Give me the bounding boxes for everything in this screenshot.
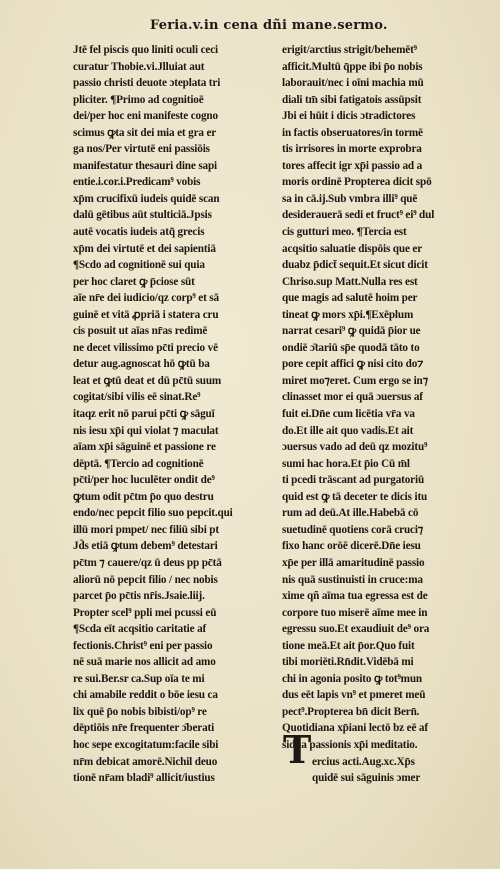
text-line: dei/per hoc eni manifeste cogno — [73, 110, 218, 123]
text-line: que magis ad salutē hoim per — [282, 292, 418, 305]
text-line: illū mori pmpet/ nec filiū sibi pt — [73, 523, 219, 536]
text-line: suetudinē quotiens corā cruci⁊ — [282, 523, 424, 536]
running-head: Feria.v.in cena dñi mane.sermo. — [150, 18, 388, 33]
text-line: quid est ꝙ tā deceter te dicis itu — [282, 490, 428, 503]
text-line: dalū gētibus aūt stulticiā.Jpsis — [73, 209, 212, 222]
text-line: scimus ꝙta sit dei mia et gra er — [73, 126, 217, 139]
text-line: xp̄m crucifixū iudeis quidē scan — [73, 192, 220, 205]
text-line: laborauit/nec i oīni machia mū — [282, 77, 424, 90]
text-line: leat et ꝙtū deat et dū pc̄tū suum — [73, 374, 222, 387]
text-line: cogitat/sibi vilis eē sinat.Re⁹ — [73, 391, 201, 404]
text-line: erigit/arctius strigit/behemēt⁹ — [282, 44, 417, 56]
text-line: sidua passionis xp̄i meditatio. — [282, 738, 418, 751]
text-line: ondiē ɔ̄tariū sp̄e quodā tāto to — [282, 341, 420, 354]
text-line: nē suā marie nos allicit ad amo — [73, 656, 216, 669]
text-line: ne decet vilissimo pc̄ti precio vē — [73, 341, 218, 354]
text-line: narrat cesari⁹ ꝙ quidā p̄ior ue — [282, 325, 421, 338]
initial-letter-t: T — [283, 727, 312, 772]
text-line: ꝙtum odit pc̄tm p̄o quo destru — [73, 490, 214, 503]
text-line: fixo hanc orōē dicerē.Dn̄e iesu — [282, 540, 421, 553]
text-line: tibi moriēti.Rn̄dit.Vidēbā mi — [282, 656, 414, 669]
text-line: re sui.Ber.sr ca.Sup oīa te mi — [73, 672, 205, 685]
text-line: nis quā sustinuisti in cruce:ma — [282, 573, 423, 586]
text-line: corpore tuo miserē aīme mee in — [282, 606, 428, 619]
text-line: xime qñ aīma tua egressa est de — [282, 590, 428, 603]
text-line: ɔuersus vado ad deū qz mozitu⁹ — [282, 441, 428, 454]
text-line: nr̄m debicat amorē.Nichil deuo — [73, 755, 218, 768]
text-line: dēptā. ¶Tercio ad cognitionē — [73, 457, 204, 470]
text-line: egressu suo.Et exaudiuit de⁹ ora — [282, 623, 430, 636]
text-line: sa in cā.ij.Sub vmbra illi⁹ quē — [282, 192, 418, 205]
text-line: moris ordinē Propterea dicit spō — [282, 176, 432, 189]
text-line: chi amabile reddit o bōe iesu ca — [73, 689, 218, 702]
text-line: pc̄ti/per hoc luculēter ondit de⁹ — [73, 474, 215, 487]
text-line: ti pcedi trāscant ad purgatoriū — [282, 474, 425, 487]
text-line: tis irrisores in morte exprobra — [282, 143, 422, 156]
text-line: cis gutturi meo. ¶Tercia est — [282, 226, 407, 239]
text-line: autē vocatis iudeis atq̃ grecis — [73, 226, 205, 239]
text-line: curatur Thobie.vi.Jlluiat aut — [73, 60, 205, 73]
text-line: fuit ei.Dn̄e cum licētia vr̄a va — [282, 408, 415, 421]
text-line: passio christi deuote ɔteplata tri — [73, 77, 221, 90]
text-line: dus eēt lapis vn⁹ et pmeret meū — [282, 689, 426, 702]
text-line: Chriso.sup Matt.Nulla res est — [282, 275, 418, 288]
text-line: lix quē p̄o nobis bibisti/op⁹ re — [73, 705, 207, 718]
text-line: dēptiōis nr̄e frequenter ɔ̄berati — [73, 722, 215, 735]
text-line: xp̄m dei virtutē et dei sapientiā — [73, 242, 216, 255]
text-line: tione meā.Et ait p̄or.Quo fuit — [282, 639, 415, 652]
text-line: aliorū nō pepcit filio / nec nobis — [73, 573, 218, 586]
text-line: aīe nr̄e dei iudicio/qz corp⁹ et sā — [73, 292, 219, 305]
text-line: sumi hac hora.Et p̄io Cū m̄l — [282, 457, 410, 470]
text-line: clinasset mor ei quā ɔuersus af — [282, 391, 423, 404]
text-line: Jtē fel piscis quo liniti oculi ceci — [73, 44, 218, 56]
text-line: entie.i.cor.i.Predicam⁹ vobis — [73, 176, 201, 189]
text-line: desiderauerā sedi et fruct⁹ ei⁹ dul — [282, 209, 435, 222]
text-line: tineat ꝙ mors xp̄i.¶Exēplum — [282, 308, 414, 321]
text-line: in factis obseruatores/in tormē — [282, 126, 423, 139]
text-line: parcet p̄o pc̄tis nr̄is.Jsaie.liij. — [73, 590, 205, 603]
text-line: fectionis.Christ⁹ eni per passio — [73, 639, 213, 652]
text-line: quidē sui sāguinis ɔmer — [312, 772, 421, 785]
text-line: manifestatur thesauri dine sapi — [73, 159, 218, 172]
text-line: tionē nr̄am bladi⁹ allicit/iustius — [73, 772, 215, 785]
right-text-column — [282, 42, 480, 787]
text-line: duabz p̄dict̄ sequit.Et sicut dicit — [282, 259, 428, 272]
text-line: guinē et vitā ꝓpriā i statera cru — [73, 308, 219, 321]
text-line: afficit.Multū q̄ppe ibi p̄o nobis — [282, 60, 423, 73]
text-line: rum ad deū.At ille.Habebā cō — [282, 507, 419, 520]
text-line: pliciter. ¶Primo ad cognitioē — [73, 93, 204, 106]
text-line: pore cepit affici ꝙ nisi cito do⁊ — [282, 358, 424, 371]
text-line: do.Et ille ait quo vadis.Et ait — [282, 424, 414, 437]
left-text-column — [73, 42, 275, 787]
text-line: acqsitio saluatie dispōis que er — [282, 242, 423, 255]
text-line: ¶Scdo ad cognitionē sui quia — [73, 259, 205, 272]
text-line: diali tm̄ sibi fatigatois assūpsit — [282, 93, 422, 106]
text-line: ga nos/Per virtutē eni passiōis — [73, 143, 210, 156]
text-line: xp̄e per illā amaritudinē passio — [282, 556, 425, 569]
text-line: endo/nec pepcit filio suo pepcit.qui — [73, 507, 233, 520]
text-line: Propter scel⁹ ppli mei pcussi eū — [73, 606, 217, 619]
text-line: Jbi ei hūit i dicis ɔtradictores — [282, 110, 416, 123]
text-line: ercius acti.Aug.xc.Xp̄s — [312, 755, 415, 768]
text-line: pect⁹.Propterea bn̄ dicit Bern̄. — [282, 705, 420, 718]
text-line: pc̄tm ⁊ cauere/qz ū deus pp pc̄tā — [73, 556, 222, 569]
text-line: tores affecit igr xp̄i passio ad a — [282, 159, 423, 172]
text-line: miret mo⁊eret. Cum ergo se in⁊ — [282, 374, 429, 387]
text-line: nis iesu xp̄i qui violat ⁊ maculat — [73, 424, 219, 437]
text-line: itaqz erit nō parui pc̄ti ꝙ sāguī — [73, 408, 215, 421]
text-line: ¶Scda eīt acqsitio caritatie af — [73, 623, 207, 636]
text-line: cis posuit ut aīas nr̄as redimē — [73, 325, 208, 338]
text-line: detur aug.agnoscat hō ꝙtū ba — [73, 358, 210, 371]
text-line: Jd̄s etiā ꝙtum debem⁹ detestari — [73, 540, 218, 553]
text-line: chi in agonia posito ꝙ tot⁹mun — [282, 672, 422, 685]
text-line: Quotidiana xp̄iani lectō bz eē af — [282, 722, 428, 735]
text-line: hoc sepe excogitatum:facile sibi — [73, 738, 219, 751]
text-line: aīam xp̄i sāguinē et passione re — [73, 441, 216, 454]
text-line: per hoc claret ꝙ p̄ciose sūt — [73, 275, 195, 288]
